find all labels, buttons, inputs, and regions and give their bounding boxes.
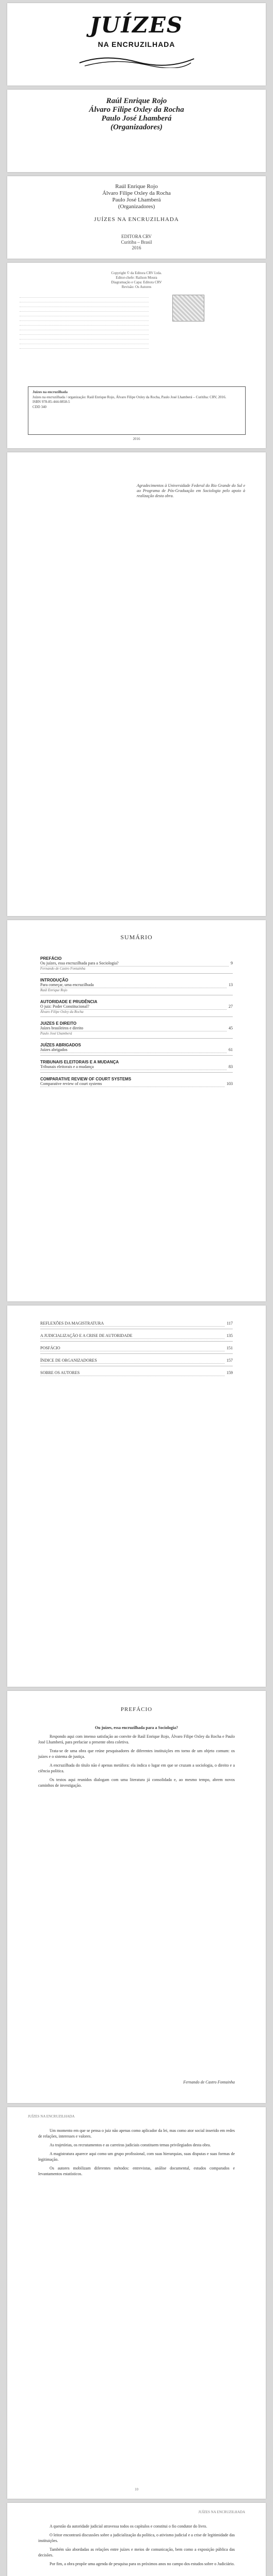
paragraph: A questão da autoridade judicial atravessa todos os capítulos e constitui o fio condutor do livro.: [50, 2524, 207, 2529]
publisher: EDITORA CRV: [121, 234, 152, 239]
paragraph: Os autores mobilizam diferentes métodos: entrevistas, análise documental, estudos comparados e levantamentos estatísticos.: [38, 2166, 235, 2176]
paragraph: A magistratura aparece aqui como um grupo profissional, com suas hierarquias, suas disputas e suas formas de legitimação.: [38, 2151, 235, 2162]
toc-list-continued: [40, 1321, 233, 1376]
dedication-text: Agradecimentos à Universidade Federal do Rio Grande do Sul e ao Programa de Pós-Graduação em Sociologia pelo apoio à realização desta obra.: [137, 483, 245, 498]
preface-body: [38, 1725, 235, 1791]
title-page-authors: [7, 183, 266, 210]
toc-entry[interactable]: [40, 1004, 233, 1010]
toc-entry-author: Raúl Enrique Rojo: [40, 988, 68, 992]
paragraph: O leitor encontrará discussões sobre a judicialização da política, o ativismo judicial e a crise de legitimidade das instituições.: [38, 2533, 235, 2543]
toc-entry-page: 135: [227, 1333, 233, 1338]
toc-page-continued: [7, 1306, 266, 1687]
author-name: Álvaro Filipe Oxley da Rocha: [89, 106, 184, 114]
book-title: JUÍZES NA ENCRUZILHADA: [94, 216, 179, 223]
preface-title: PREFÁCIO: [120, 1706, 153, 1713]
cover-title: JUÍZES: [89, 12, 184, 38]
layout-line: Diagramação e Capa: Editora CRV: [111, 280, 162, 284]
toc-section-heading: TRIBUNAIS ELEITORAIS E A MUDANÇA: [40, 1060, 119, 1064]
authors-page: [7, 90, 266, 172]
place: Curitiba – Brasil: [121, 240, 152, 245]
toc-list: [40, 952, 233, 1087]
cover-page: [7, 3, 266, 86]
page-number: 10: [135, 2487, 138, 2492]
toc-entry[interactable]: [40, 1333, 233, 1339]
authors-list: [7, 97, 266, 132]
toc-page: [7, 920, 266, 1301]
author-name: Álvaro Filipe Oxley da Rocha: [102, 190, 171, 196]
toc-entry-title: ÍNDICE DE ORGANIZADORES: [40, 1358, 224, 1364]
toc-entry-title: Juízes abrigados: [40, 1047, 227, 1053]
toc-entry-title: POSFÁCIO: [40, 1346, 224, 1351]
toc-entry-page: 103: [227, 1081, 233, 1086]
toc-entry-page: 117: [227, 1321, 233, 1326]
editorial-board: [20, 295, 149, 350]
toc-entry-page: 45: [229, 1026, 233, 1030]
toc-entry[interactable]: [40, 1370, 233, 1376]
running-head-title: JUÍZES NA ENCRUZILHADA: [198, 2510, 245, 2514]
catalog-title: Juízes na encruzilhada: [33, 390, 68, 394]
author-name: Raúl Enrique Rojo: [106, 97, 167, 105]
preface-signature: Fernando de Castro Fontainha: [183, 2080, 235, 2084]
toc-entry-page: 157: [227, 1358, 233, 1363]
toc-entry-title: Tribunais eleitorais e a mudança: [40, 1064, 227, 1070]
toc-entry-author: Fernando de Castro Fontainha: [40, 967, 86, 971]
body-page: [7, 2503, 266, 2576]
toc-entry-title: Para começar, uma encruzilhada: [40, 982, 227, 988]
paragraph: Os textos aqui reunidos dialogam com uma literatura já consolidada e, ao mesmo tempo, abrem novos caminhos de investigação.: [38, 1777, 235, 1788]
toc-entry[interactable]: [40, 1047, 233, 1053]
catalog-card: [28, 386, 246, 435]
running-head: [28, 2114, 245, 2119]
toc-entry-page: 27: [229, 1004, 233, 1009]
toc-entry-page: 159: [227, 1370, 233, 1375]
toc-section-heading: AUTORIDADE E PRUDÊNCIA: [40, 999, 98, 1004]
toc-entry[interactable]: [40, 1081, 233, 1087]
toc-entry-page: 151: [227, 1346, 233, 1350]
paragraph: Também são abordadas as relações entre juízes e meios de comunicação, bem como a exposição pública das decisões.: [38, 2547, 235, 2557]
toc-section-heading: JUÍZES ABRIGADOS: [40, 1043, 81, 1047]
toc-entry[interactable]: [40, 1358, 233, 1364]
running-head: [28, 2510, 245, 2514]
toc-entry-page: 13: [229, 982, 233, 987]
toc-entry-title: Ou juízes, essa encruzilhada para a Sociologia?: [40, 961, 229, 967]
author-name: Paulo José Lhamberá: [101, 114, 172, 123]
toc-entry-title: O juiz: Poder Constitucional?: [40, 1004, 227, 1010]
author-name: Raúl Enrique Rojo: [115, 183, 158, 190]
copyright-line: Copyright © da Editora CRV Ltda.: [111, 271, 162, 275]
publisher-logo-icon: [172, 295, 204, 321]
toc-section-heading: INTRODUÇÃO: [40, 978, 69, 982]
paragraph: Respondo aqui com imenso satisfação ao convite de Raúl Enrique Rojo, Álvaro Filipe Oxley da Rocha e Paulo José Lhamberá, para prefaciar a presente obra coletiva.: [38, 1734, 235, 1744]
paragraph: Um momento em que se pensa o juiz não apenas como aplicador da lei, mas como ator social inserido em redes de relações, interesses e valores.: [38, 2128, 235, 2139]
toc-entry[interactable]: [40, 961, 233, 967]
paragraph: As trajetórias, os recrutamentos e as carreiras judiciais constituem temas privilegiados desta obra.: [50, 2143, 211, 2147]
toc-entry[interactable]: [40, 1321, 233, 1327]
toc-entry[interactable]: [40, 1064, 233, 1070]
toc-entry-author: Álvaro Filipe Oxley da Rocha: [40, 1010, 84, 1014]
page-body: [38, 2523, 235, 2570]
toc-entry-title: Juízes brasileiros e direito: [40, 1026, 227, 1031]
paragraph: Trata-se de uma obra que reúne pesquisadores de diferentes instituições em torno de um objeto comum: os juízes e o sistema de justiça.: [38, 1749, 235, 1759]
toc-entry-page: 61: [229, 1047, 233, 1052]
title-page: [7, 176, 266, 259]
copyright-page: [7, 263, 266, 448]
author-name: Paulo José Lhamberá: [112, 197, 161, 203]
toc-entry[interactable]: [40, 982, 233, 988]
toc-entry-title: Comparative review of court systems: [40, 1081, 224, 1087]
paragraph: Por fim, a obra propõe uma agenda de pesquisa para os próximos anos no campo dos estudos sobre o Judiciário.: [50, 2562, 235, 2566]
copyright-year: 2016: [133, 437, 140, 441]
toc-entry-title: SOBRE OS AUTORES: [40, 1370, 224, 1376]
cover-ornament-icon: [74, 53, 199, 68]
toc-section-heading: JUIZES E DIREITO: [40, 1021, 77, 1026]
paragraph: A encruzilhada do título não é apenas metáfora: ela indica o lugar em que se cruzam a sociologia, o direito e a ciência política.: [38, 1763, 235, 1773]
toc-section-heading: COMPARATIVE REVIEW OF COURT SYSTEMS: [40, 1077, 132, 1081]
toc-entry-title: A JUDICIALIZAÇÃO E A CRISE DE AUTORIDADE: [40, 1333, 224, 1339]
page-body: [38, 2128, 235, 2180]
dedication-page: [7, 452, 266, 916]
toc-entry[interactable]: [40, 1026, 233, 1031]
toc-entry-page: 83: [229, 1064, 233, 1069]
body-page: [7, 2107, 266, 2499]
organizers-label: (Organizadores): [118, 204, 155, 210]
running-head-title: JUÍZES NA ENCRUZILHADA: [28, 2114, 75, 2119]
preface-subtitle: Ou juízes, essa encruzilhada para a Sociologia?: [94, 1725, 179, 1730]
review-line: Revisão: Os Autores: [121, 285, 152, 289]
catalog-cdd: CDD 340: [33, 404, 47, 409]
toc-entry-author: Paulo José Lhamberá: [40, 1031, 72, 1036]
toc-entry-page: 9: [231, 961, 233, 965]
toc-entry[interactable]: [40, 1346, 233, 1351]
toc-title: SUMÁRIO: [120, 934, 153, 941]
editor-line: Editor-chefe: Railson Moura: [116, 276, 157, 280]
catalog-isbn: ISBN 978-85-444-0858-5: [33, 400, 70, 404]
preface-page: [7, 1691, 266, 2103]
year: 2016: [132, 245, 141, 250]
toc-entry-title: REFLEXÕES DA MAGISTRATURA: [40, 1321, 224, 1327]
organizers-label: (Organizadores): [110, 123, 163, 131]
cover-subtitle: NA ENCRUZILHADA: [98, 40, 175, 48]
catalog-description: Juízes na encruzilhada / organização: Raúl Enrique Rojo, Álvaro Filipe Oxley da Rocha, Paulo José Lhamberá – Curitiba: CRV, 2016.: [33, 395, 227, 399]
toc-section-heading: PREFÁCIO: [40, 956, 62, 961]
